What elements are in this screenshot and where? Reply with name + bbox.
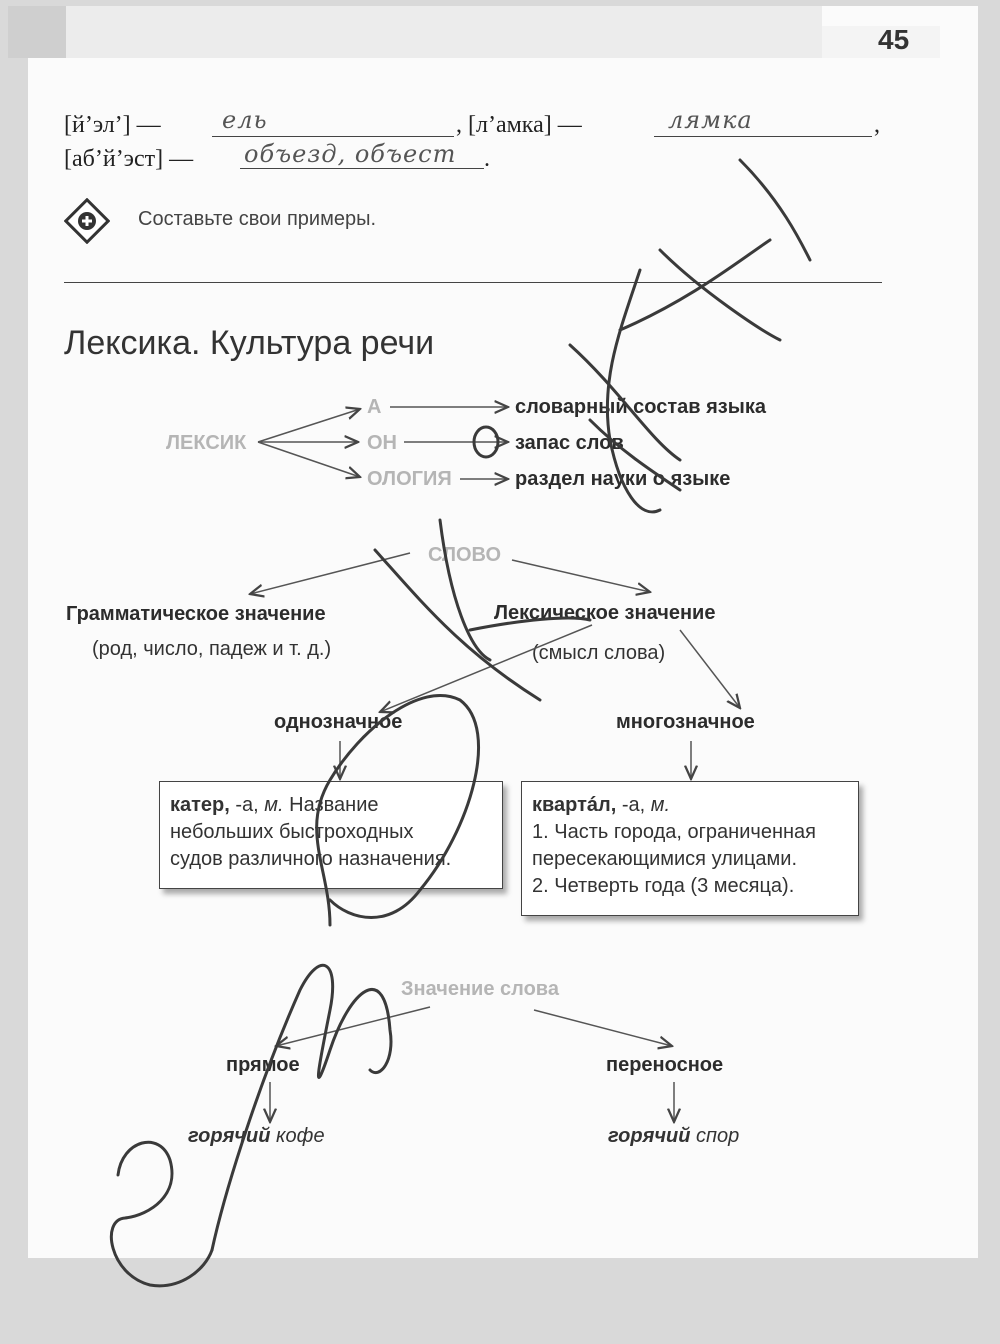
suffix-a: А — [367, 396, 382, 418]
direct-meaning-title: прямое — [226, 1054, 300, 1076]
definition-line-3: судов различного назначения. — [170, 848, 452, 870]
example-rest: кофе — [270, 1125, 325, 1147]
period: . — [484, 146, 490, 172]
root-lexic: ЛЕКСИК — [166, 432, 247, 454]
lexical-meaning-note: (смысл слова) — [532, 642, 666, 664]
sense-2: 2. Четверть года (3 месяца). — [532, 875, 795, 897]
definition: Название — [283, 794, 379, 816]
task-text: Составьте свои примеры. — [138, 208, 377, 230]
arrow-lexical-single — [380, 625, 592, 712]
meaning-vocabulary: словарный состав языка — [515, 396, 766, 418]
example-word: горячий — [188, 1125, 271, 1147]
root-word: СЛОВО — [428, 544, 502, 566]
forms: -а, — [229, 794, 265, 816]
transcription-3: [аб’й’эст] — — [64, 146, 194, 172]
single-meaning-title: однозначное — [274, 711, 403, 733]
definition-line-2: небольших быстроходных — [170, 821, 414, 843]
page-number: 45 — [878, 24, 910, 55]
example-word: горячий — [608, 1125, 691, 1147]
sense-1: 1. Часть города, ограниченная — [532, 821, 816, 843]
headword-kater: катер, — [170, 794, 230, 816]
arrow-lexic-a — [258, 409, 360, 442]
multi-meaning-title: многозначное — [616, 711, 755, 733]
example-rest: спор — [690, 1125, 740, 1147]
arrow-lexical-multi — [680, 630, 740, 708]
answer-1: ель — [222, 106, 268, 134]
lexical-meaning-title: Лексическое значение — [494, 602, 716, 624]
arrow-word-lexical — [512, 560, 650, 592]
figurative-meaning-title: переносное — [606, 1054, 724, 1076]
headword-kvartal: квартáл, — [532, 794, 617, 816]
transcription-2: , [л’амка] — — [456, 112, 582, 138]
meaning-science: раздел науки о языке — [515, 468, 731, 490]
grammatical-meaning-title: Грамматическое значение — [66, 603, 326, 625]
section-title: Лексика. Культура речи — [64, 324, 435, 362]
arrow-lexic-ologiya — [258, 442, 360, 477]
handwritten-scribble — [111, 160, 810, 1286]
arrow-meaning-direct — [276, 1007, 430, 1046]
forms: -а, — [616, 794, 651, 816]
gender: м. — [264, 794, 284, 816]
transcription-1: [й’эл’] — — [64, 112, 161, 138]
comma: , — [874, 112, 880, 138]
arrow-meaning-figurative — [534, 1010, 672, 1046]
suffix-on: ОН — [367, 432, 397, 454]
sense-1-cont: пересекающимися улицами. — [532, 848, 798, 870]
answer-3: объезд, объест — [244, 140, 457, 168]
root-meaning: Значение слова — [401, 978, 559, 1000]
gender: м. — [650, 794, 671, 816]
meaning-word-stock: запас слов — [515, 432, 624, 454]
grammatical-meaning-note: (род, число, падеж и т. д.) — [92, 638, 332, 660]
arrow-word-grammatical — [250, 553, 410, 594]
answer-2: лямка — [668, 106, 753, 134]
suffix-ologiya: ОЛОГИЯ — [367, 468, 452, 490]
